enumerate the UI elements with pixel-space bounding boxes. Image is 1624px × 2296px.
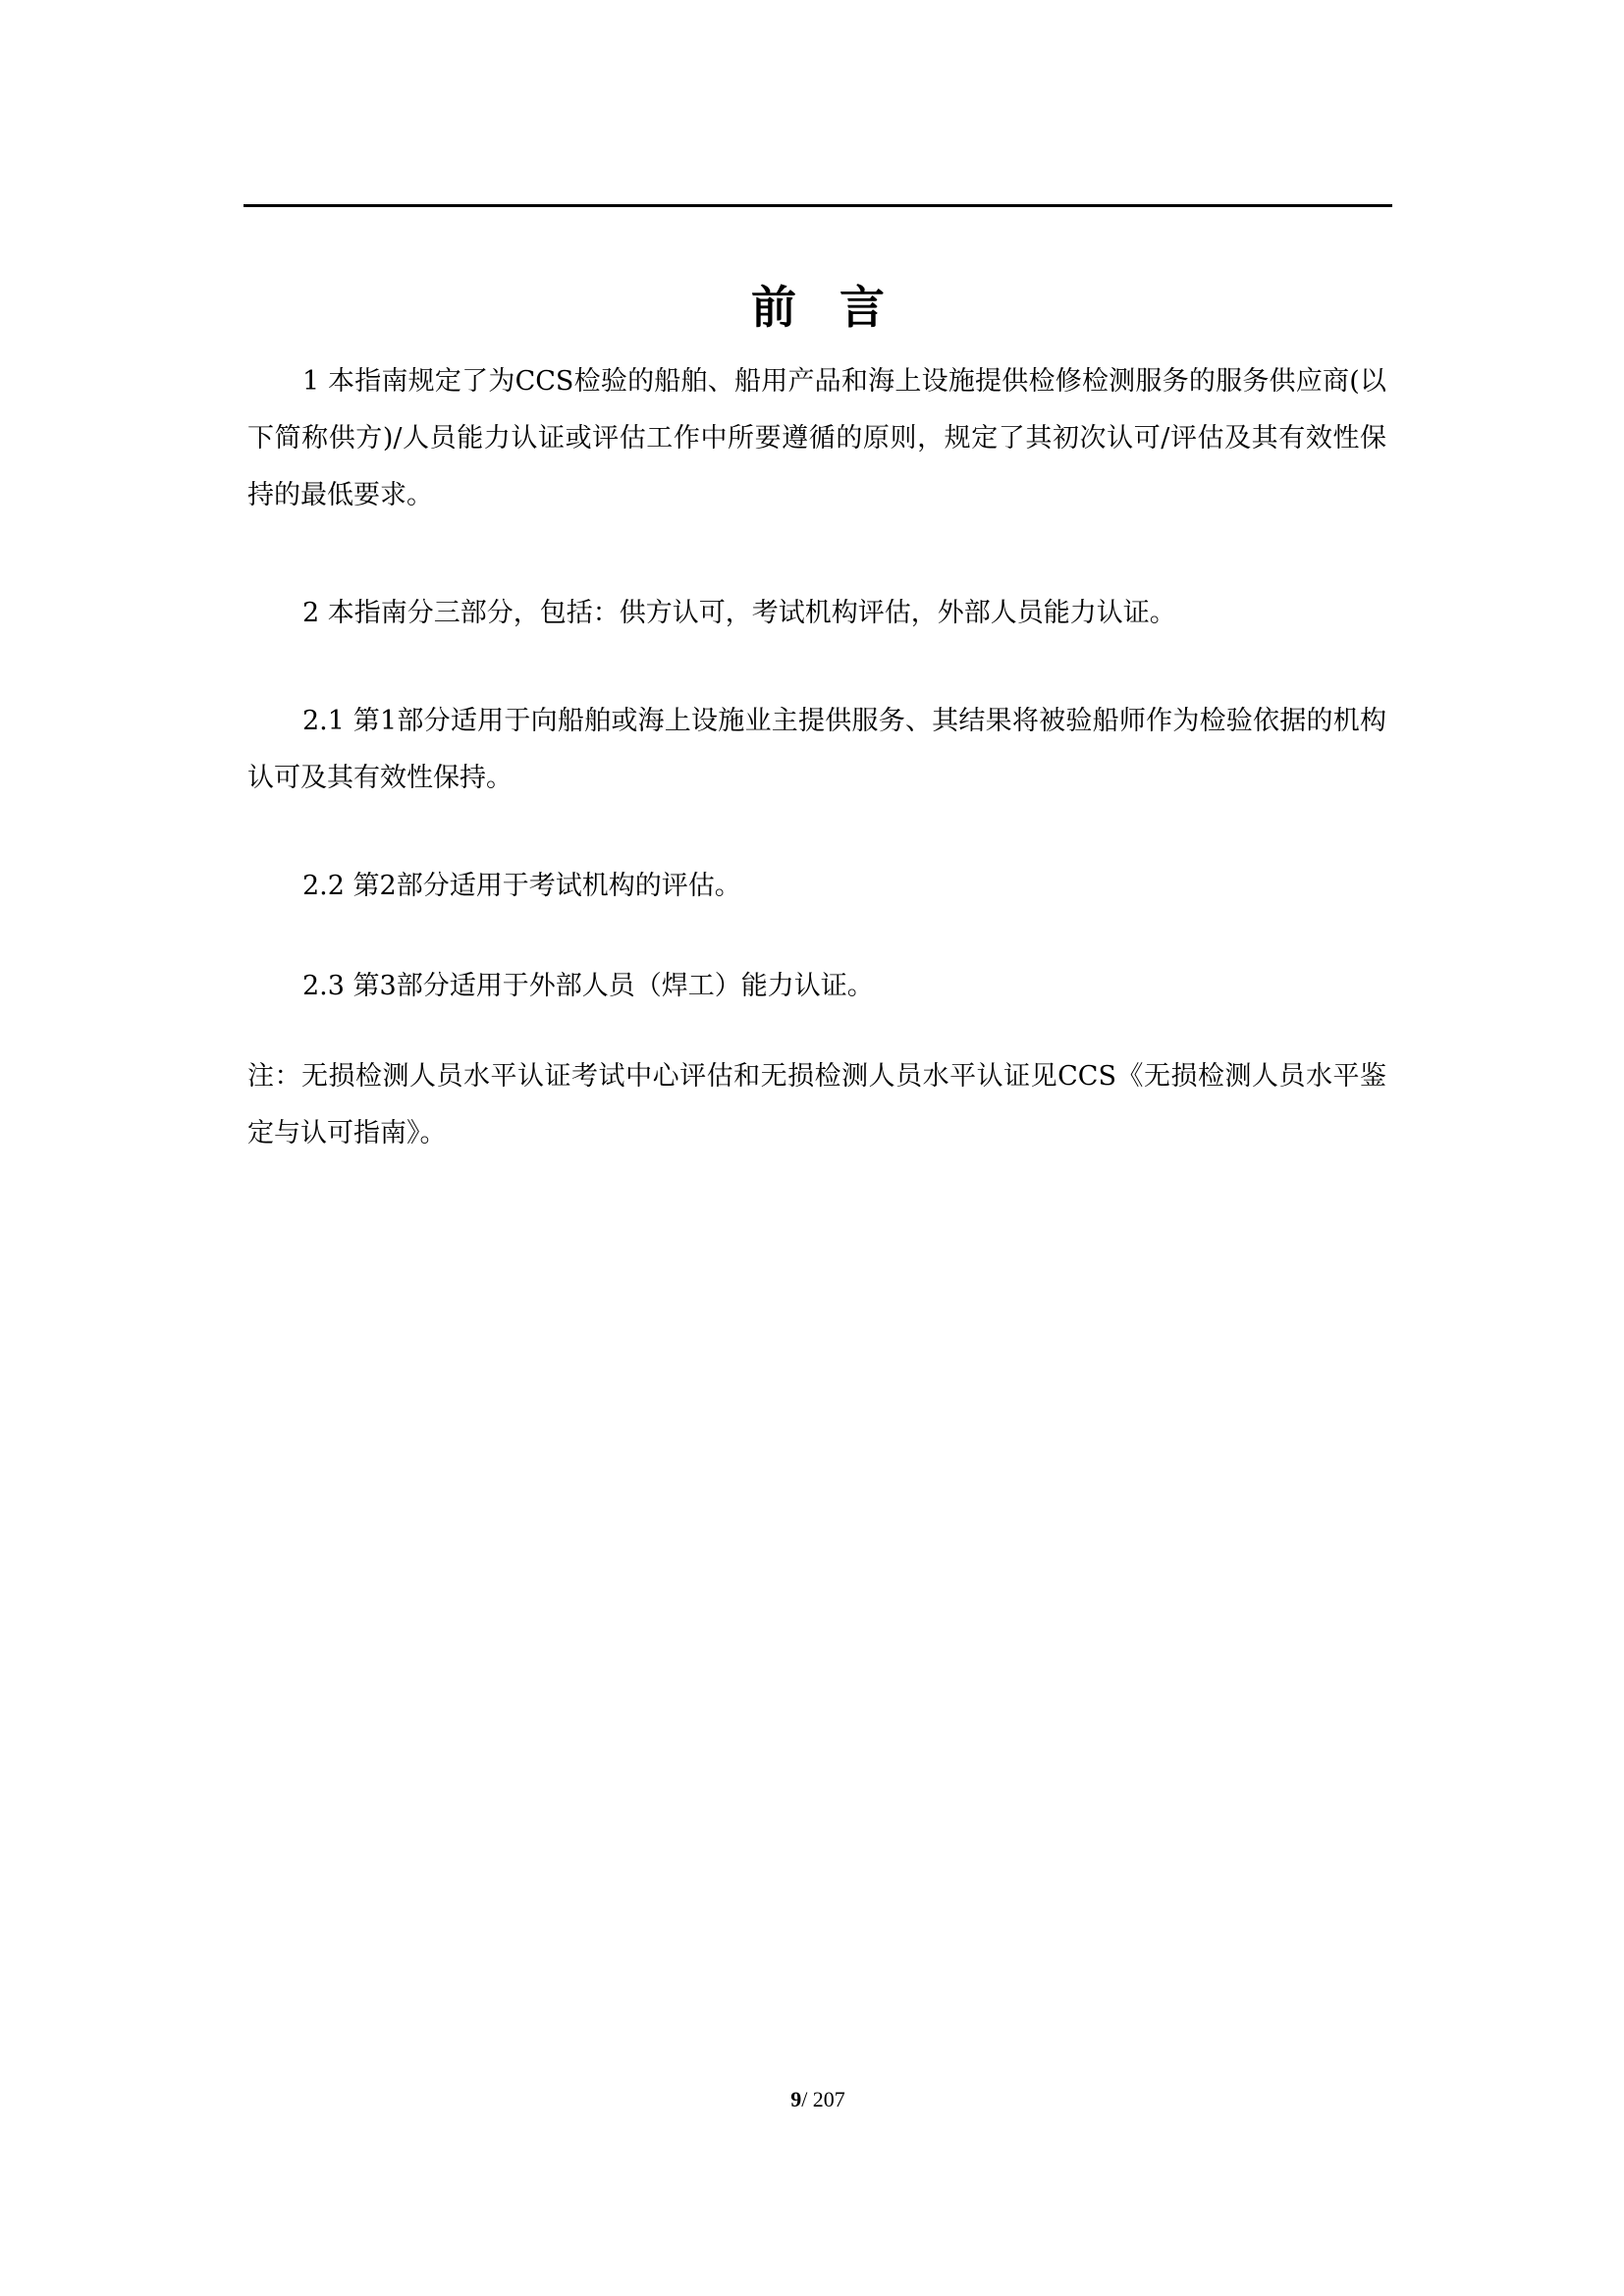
paragraph-part-1: 2.1 第1部分适用于向船舶或海上设施业主提供服务、其结果将被验船师作为检验依据的机构认可及其有效性保持。 [247, 706, 1386, 793]
page-number-current: 9 [790, 2087, 802, 2111]
paragraph-scope: 1 本指南规定了为CCS检验的船舶、船用产品和海上设施提供检修检测服务的服务供应商(以下简称供方)/人员能力认证或评估工作中所要遵循的原则，规定了其初次认可/评估及其有效性保持的最低要求。 [247, 366, 1386, 510]
paragraph-part-2: 2.2 第2部分适用于考试机构的评估。 [302, 871, 741, 901]
page-title [244, 273, 1392, 342]
paragraph-part-3: 2.3 第3部分适用于外部人员（焊工）能力认证。 [302, 971, 874, 1001]
page-number [244, 2085, 1392, 2114]
header-rule [244, 204, 1392, 207]
title-char-1: 前 [751, 281, 796, 334]
title-char-2: 言 [839, 281, 885, 334]
note-paragraph: 注：无损检测人员水平认证考试中心评估和无损检测人员水平认证见CCS《无损检测人员水平鉴定与认可指南》。 [247, 1061, 1386, 1148]
page-number-total: / 207 [801, 2087, 845, 2111]
paragraph-structure: 2 本指南分三部分，包括：供方认可，考试机构评估，外部人员能力认证。 [302, 598, 1176, 628]
